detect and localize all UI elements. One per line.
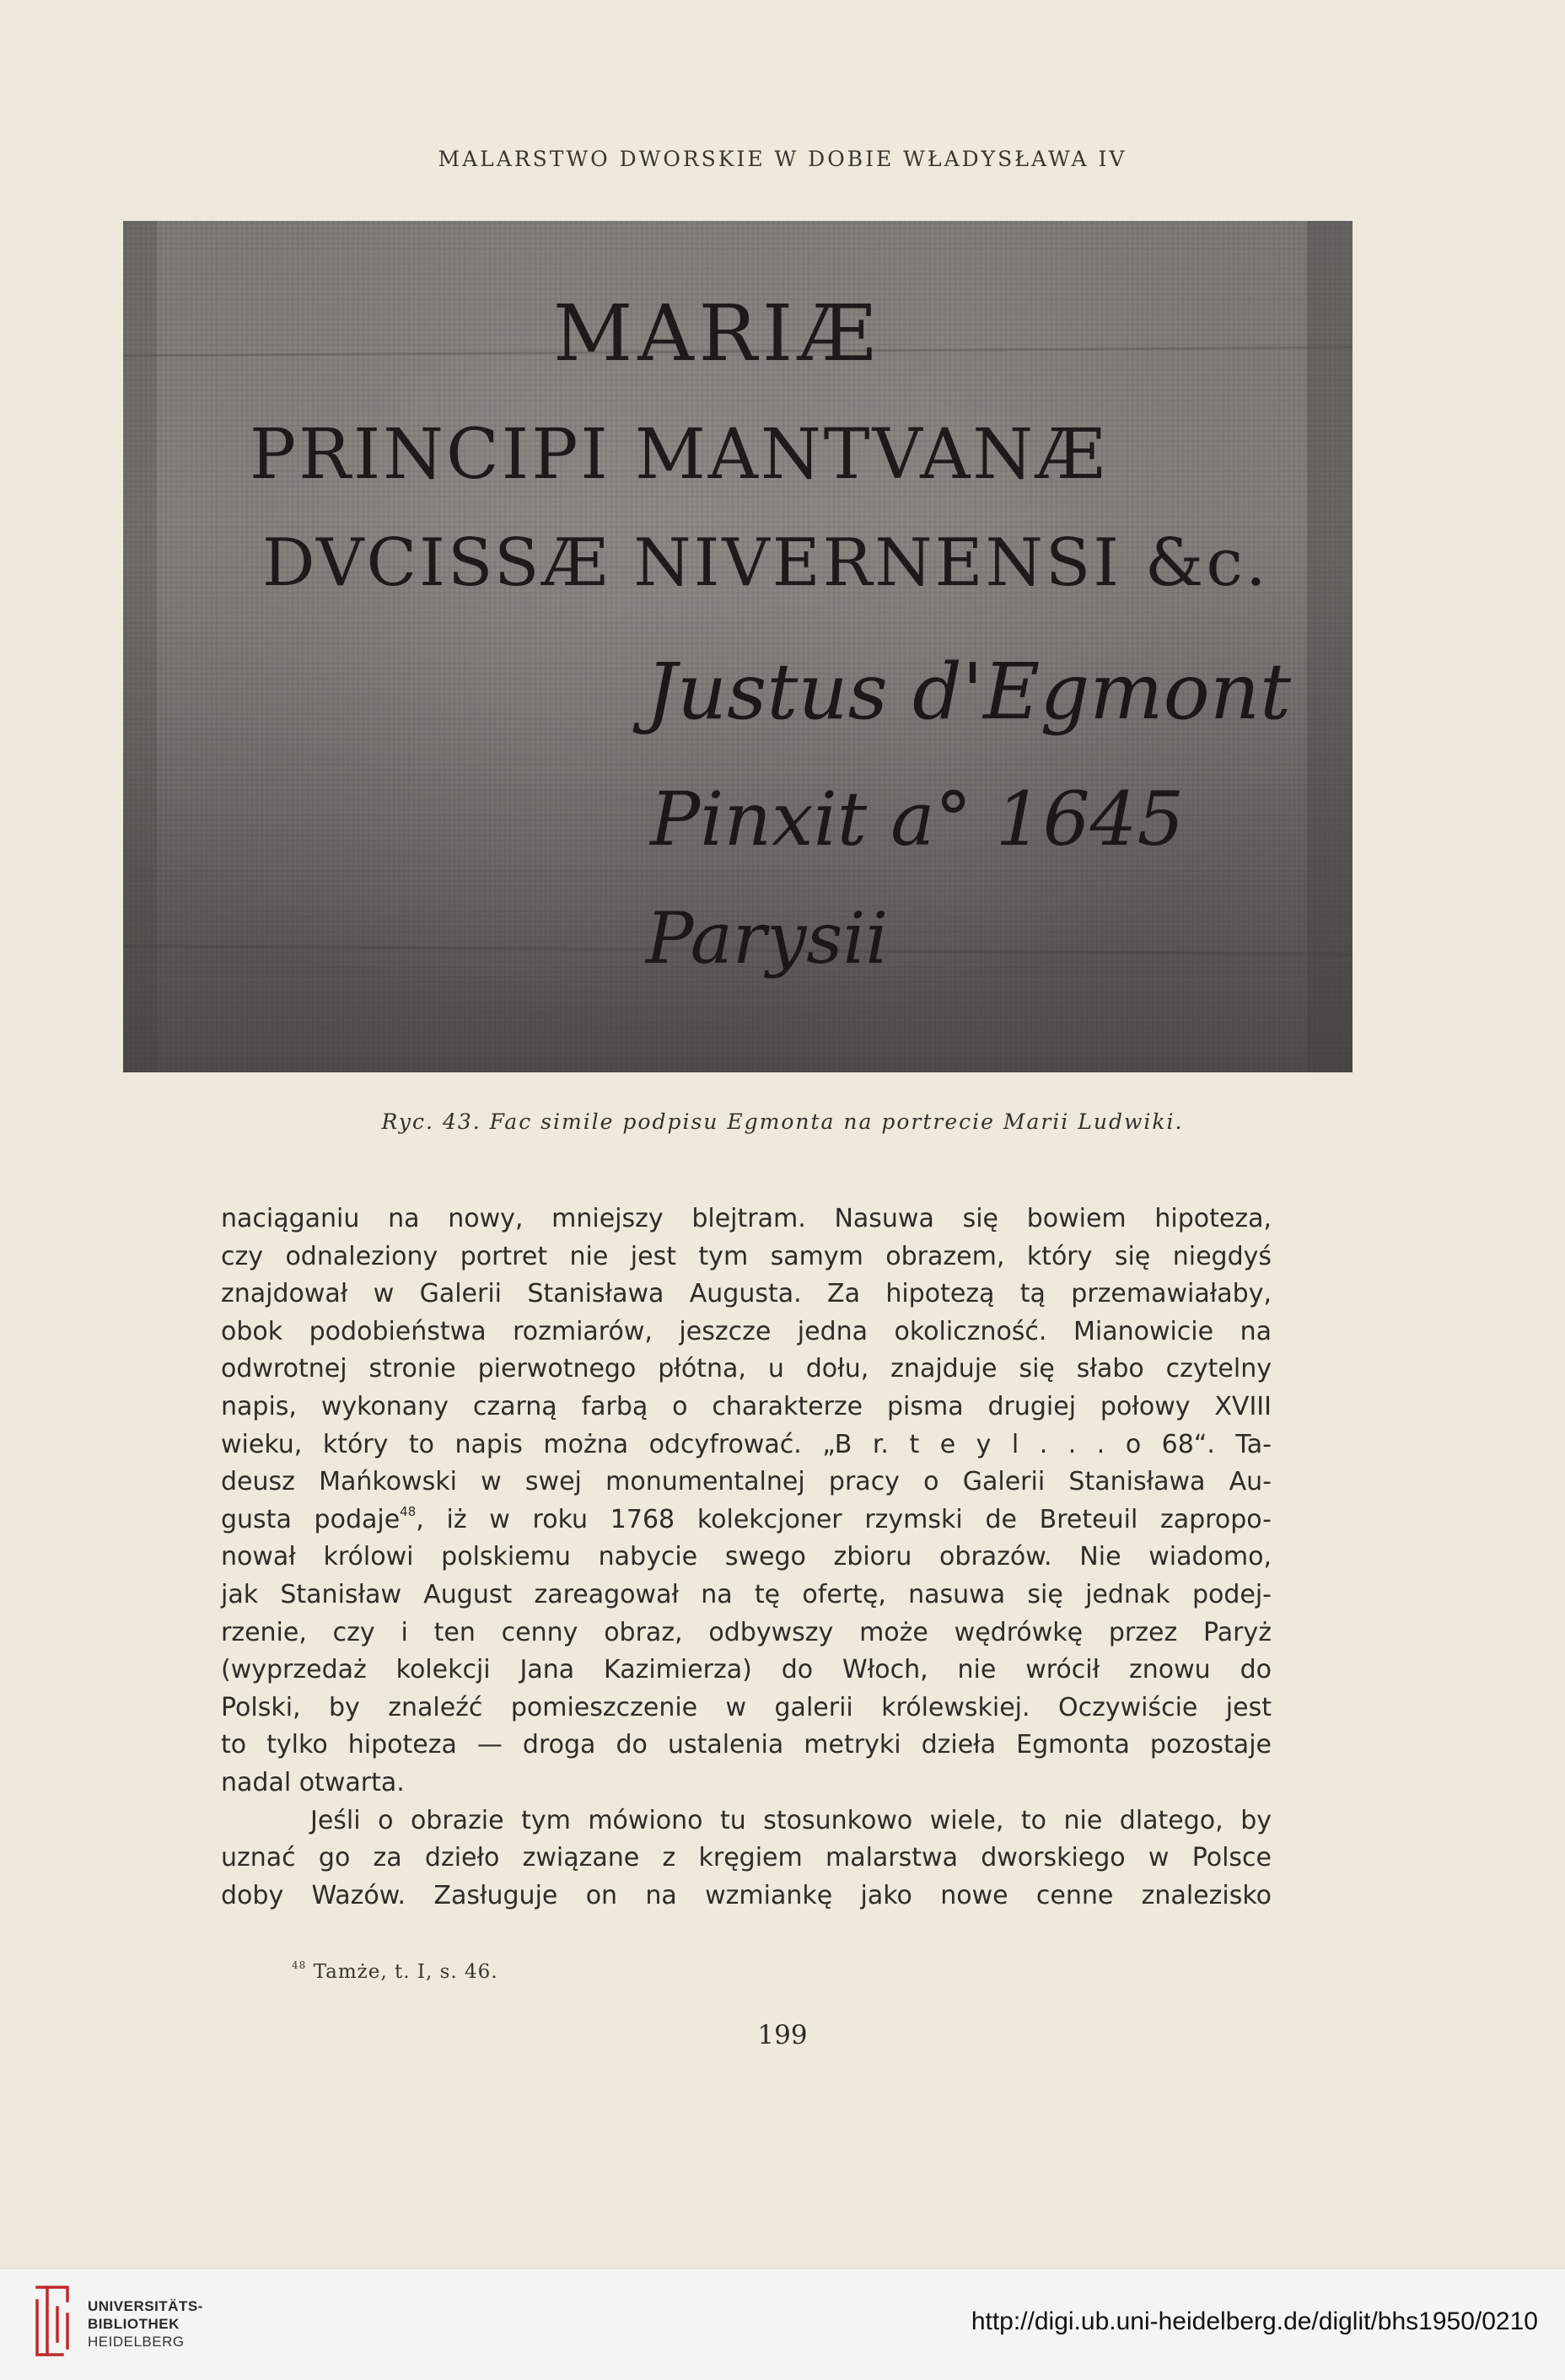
body-line: doby Wazów. Zasługuje on na wzmiankę jako nowe cenne znalezisko (221, 1880, 1272, 1910)
footnote-number: 48 (292, 1959, 307, 1971)
body-line: wieku, który to napis można odcyfrować. „B r. t e y l . . . o 68“. Ta- (221, 1429, 1272, 1459)
body-line: nadal otwarta. (221, 1767, 405, 1797)
figure-caption: Ryc. 43. Fac simile podpisu Egmonta na portrecie Marii Ludwiki. (381, 1109, 1184, 1134)
footnote-text: Tamże, t. I, s. 46. (306, 1961, 498, 1983)
body-line: uznać go za dzieło związane z kręgiem malarstwa dworskiego w Polsce (221, 1843, 1272, 1873)
figure-photo (123, 221, 1353, 1072)
footnote (292, 1961, 498, 1983)
body-line: odwrotnej stronie pierwotnego płótna, u dołu, znajduje się słabo czytelny (221, 1354, 1272, 1384)
footnote-reference: 48 (400, 1503, 417, 1519)
page-number: 199 (757, 2020, 808, 2050)
body-line: Polski, by znaleźć pomieszczenie w galerii królewskiej. Oczywiście jest (221, 1692, 1272, 1722)
body-line: naciąganiu na nowy, mniejszy blejtram. Nasuwa się bowiem hipoteza, (221, 1204, 1272, 1233)
body-line: nował królowi polskiemu nabycie swego zbioru obrazów. Nie wiadomo, (221, 1542, 1272, 1572)
signature-line1: Justus d'Egmont (646, 647, 1292, 737)
body-line: czy odnaleziony portret nie jest tym samym obrazem, który się niegdyś (221, 1241, 1272, 1271)
inscription-line3: DVCISSÆ NIVERNENSI &c. (262, 525, 1269, 601)
inscription-line1: MARIÆ (553, 288, 881, 379)
body-text (221, 1201, 1272, 1915)
body-line: Jeśli o obrazie tym mówiono tu stosunkowo wiele, to nie dlatego, by (310, 1805, 1272, 1835)
body-line-with-footnote-ref (221, 1502, 1272, 1539)
running-head: MALARSTWO DWORSKIE W DOBIE WŁADYSŁAWA IV (438, 147, 1127, 171)
footer-bar (0, 2268, 1565, 2380)
library-name[interactable] (88, 2297, 203, 2350)
body-line: napis, wykonany czarną farbą o charakterze pisma drugiej połowy XVIII (221, 1391, 1272, 1421)
body-line-end: , iż w roku 1768 kolekcjoner rzymski de Breteuil zapropo- (416, 1504, 1272, 1534)
library-name-line2: BIBLIOTHEK (88, 2316, 180, 2332)
body-line: znajdował w Galerii Stanisława Augusta. Za hipotezą tą przemawiałaby, (221, 1279, 1272, 1309)
body-line-start: gusta podaje (221, 1504, 401, 1534)
body-line: to tylko hipoteza — droga do ustalenia metryki dzieła Egmonta pozostaje (221, 1730, 1272, 1760)
library-name-line1: UNIVERSITÄTS- (88, 2298, 203, 2314)
body-line: jak Stanisław August zareagował na tę ofertę, nasuwa się jednak podej- (221, 1579, 1272, 1609)
inscription-photo (123, 221, 1353, 1072)
body-line: rzenie, czy i ten cenny obraz, odbywszy może wędrówkę przez Paryż (221, 1617, 1272, 1647)
source-url-link[interactable]: http://digi.ub.uni-heidelberg.de/diglit/bhs1950/0210 (971, 2307, 1538, 2335)
body-line: obok podobieństwa rozmiarów, jeszcze jedna okoliczność. Mianowicie na (221, 1316, 1272, 1346)
library-name-line3: HEIDELBERG (88, 2334, 185, 2350)
signature-line2: Pinxit a° 1645 (650, 776, 1185, 862)
body-line: (wyprzedaż kolekcji Jana Kazimierza) do Włoch, nie wrócił znowu do (221, 1655, 1272, 1685)
body-line: deusz Mańkowski w swej monumentalnej pracy o Galerii Stanisława Au- (221, 1467, 1272, 1497)
signature-line3: Parysii (646, 897, 889, 980)
library-logo-icon[interactable] (29, 2282, 79, 2360)
inscription-line2: PRINCIPI MANTVANÆ (250, 415, 1108, 495)
